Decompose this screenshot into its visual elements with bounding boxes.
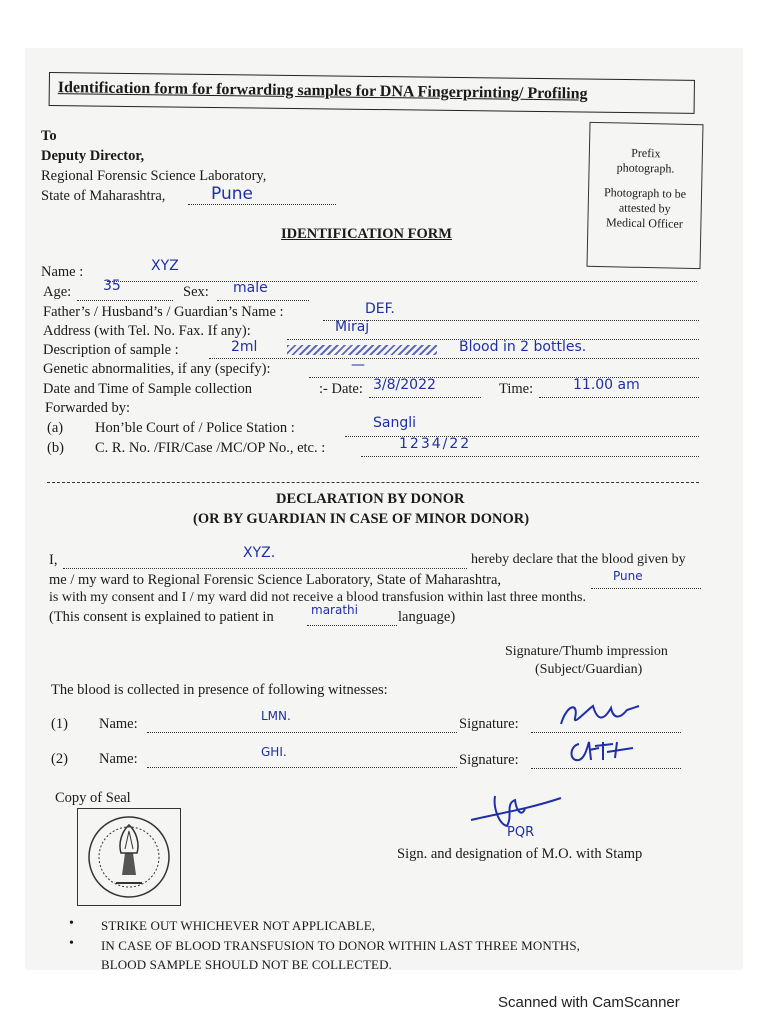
- declaration-line4: (This consent is explained to patient in: [49, 609, 274, 625]
- form-sheet: [25, 48, 743, 970]
- strikethrough-scribble: [287, 345, 437, 355]
- father-value: DEF.: [365, 301, 395, 317]
- camscanner-watermark: Scanned with CamScanner: [498, 994, 680, 1011]
- addressee-lab: Regional Forensic Science Laboratory,: [41, 168, 267, 184]
- subject-signature-label: Signature/Thumb impression: [505, 644, 668, 659]
- section-divider: [47, 482, 699, 483]
- subject-guardian-label: (Subject/Guardian): [535, 662, 643, 677]
- declaration-heading: DECLARATION BY DONOR: [276, 491, 465, 507]
- seal-emblem: [78, 809, 180, 905]
- declaration-i: I,: [49, 552, 58, 568]
- date-label: :- Date:: [319, 381, 363, 397]
- name-label: Name :: [41, 264, 84, 280]
- mo-initials: PQR: [507, 825, 535, 840]
- donor-name: XYZ.: [243, 545, 276, 561]
- declaration-subheading: (OR BY GUARDIAN IN CASE OF MINOR DONOR): [193, 511, 530, 527]
- photo-box-text: Prefix: [631, 145, 661, 161]
- address-value: Miraj: [335, 319, 370, 335]
- photo-box-text: attested by: [618, 200, 671, 216]
- witness1-name-label: Name:: [99, 716, 138, 732]
- crno-line: [361, 456, 699, 457]
- title-banner: [49, 72, 695, 114]
- bullet-icon: •: [69, 936, 74, 951]
- age-label: Age:: [43, 284, 72, 300]
- datetime-label: Date and Time of Sample collection: [43, 381, 253, 397]
- time-value: 11.00 am: [573, 377, 640, 393]
- form-heading: IDENTIFICATION FORM: [281, 226, 452, 242]
- photo-box-text: Medical Officer: [605, 215, 683, 231]
- declaration-city-line: [591, 588, 701, 589]
- father-line: [323, 320, 699, 321]
- sex-label: Sex:: [183, 284, 209, 300]
- form-title: Identification form for forwarding samples for DNA Fingerprinting/ Profiling: [57, 79, 588, 103]
- witnesses-intro: The blood is collected in presence of following witnesses:: [51, 682, 388, 698]
- photo-box: [586, 122, 703, 269]
- witness1-name-line: [147, 732, 457, 733]
- witness1-signature-label: Signature:: [459, 716, 519, 732]
- seal-label: Copy of Seal: [55, 790, 131, 806]
- witness1-signature: [553, 696, 649, 732]
- language-line: [307, 625, 397, 626]
- date-line: [369, 397, 481, 398]
- witness2-name: GHI.: [261, 745, 287, 759]
- age-line: [77, 300, 173, 301]
- court-value: Sangli: [373, 415, 417, 431]
- declaration-city: Pune: [613, 569, 643, 583]
- name-value: XYZ: [151, 258, 179, 274]
- crno-label: C. R. No. /FIR/Case /MC/OP No., etc. :: [95, 440, 326, 456]
- witness1-name: LMN.: [261, 709, 291, 723]
- sample-value: 2ml: [231, 339, 258, 355]
- declaration-line4-end: language): [398, 609, 456, 625]
- city-value: Pune: [211, 184, 253, 204]
- donor-name-line: [63, 568, 467, 569]
- time-line: [539, 397, 699, 398]
- sex-line: [217, 300, 309, 301]
- name-line: [107, 281, 697, 282]
- photo-box-text: Photograph to be: [603, 185, 687, 201]
- item-b-marker: (b): [47, 440, 64, 456]
- genetic-label: Genetic abnormalities, if any (specify):: [43, 361, 271, 377]
- seal-box: [77, 808, 181, 906]
- to-label: To: [41, 128, 57, 144]
- declaration-line1: hereby declare that the blood given by: [471, 552, 686, 567]
- crno-value: 1234/22: [399, 436, 472, 452]
- father-label: Father’s / Husband’s / Guardian’s Name :: [43, 304, 284, 320]
- declaration-line3: is with my consent and I / my ward did not receive a blood transfusion within last three months.: [49, 590, 586, 605]
- note-strike-out: STRIKE OUT WHICHEVER NOT APPLICABLE,: [101, 918, 376, 933]
- bullet-icon: •: [69, 916, 74, 931]
- time-label: Time:: [499, 381, 534, 397]
- witness2-name-line: [147, 767, 457, 768]
- addressee-state: State of Maharashtra,: [41, 188, 166, 204]
- witness2-signature-label: Signature:: [459, 752, 519, 768]
- age-value: 35: [103, 278, 121, 294]
- witness2-signature-line: [531, 768, 681, 769]
- sample-value-detail: Blood in 2 bottles.: [459, 339, 587, 355]
- sample-line: [209, 358, 699, 359]
- genetic-line: [309, 377, 699, 378]
- witness1-marker: (1): [51, 716, 68, 732]
- genetic-value: —: [351, 357, 365, 373]
- note-transfusion: IN CASE OF BLOOD TRANSFUSION TO DONOR WITHIN LAST THREE MONTHS,: [101, 938, 581, 953]
- mo-signature-label: Sign. and designation of M.O. with Stamp: [397, 846, 643, 862]
- language-value: marathi: [311, 603, 358, 617]
- photo-box-text: photograph.: [616, 160, 675, 176]
- date-value: 3/8/2022: [373, 377, 436, 393]
- note-no-sample: BLOOD SAMPLE SHOULD NOT BE COLLECTED.: [101, 957, 392, 970]
- sample-label: Description of sample :: [43, 342, 179, 358]
- sex-value: male: [233, 280, 268, 296]
- witness2-signature: [563, 732, 653, 768]
- witness2-marker: (2): [51, 751, 68, 767]
- item-a-marker: (a): [47, 420, 64, 436]
- addressee-designation: Deputy Director,: [41, 148, 145, 164]
- declaration-line2: me / my ward to Regional Forensic Science Laboratory, State of Maharashtra,: [49, 572, 502, 588]
- witness2-name-label: Name:: [99, 751, 138, 767]
- forwarded-label: Forwarded by:: [45, 400, 130, 416]
- city-line: [188, 204, 336, 205]
- court-label: Hon’ble Court of / Police Station :: [95, 420, 295, 436]
- address-label: Address (with Tel. No. Fax. If any):: [43, 323, 251, 339]
